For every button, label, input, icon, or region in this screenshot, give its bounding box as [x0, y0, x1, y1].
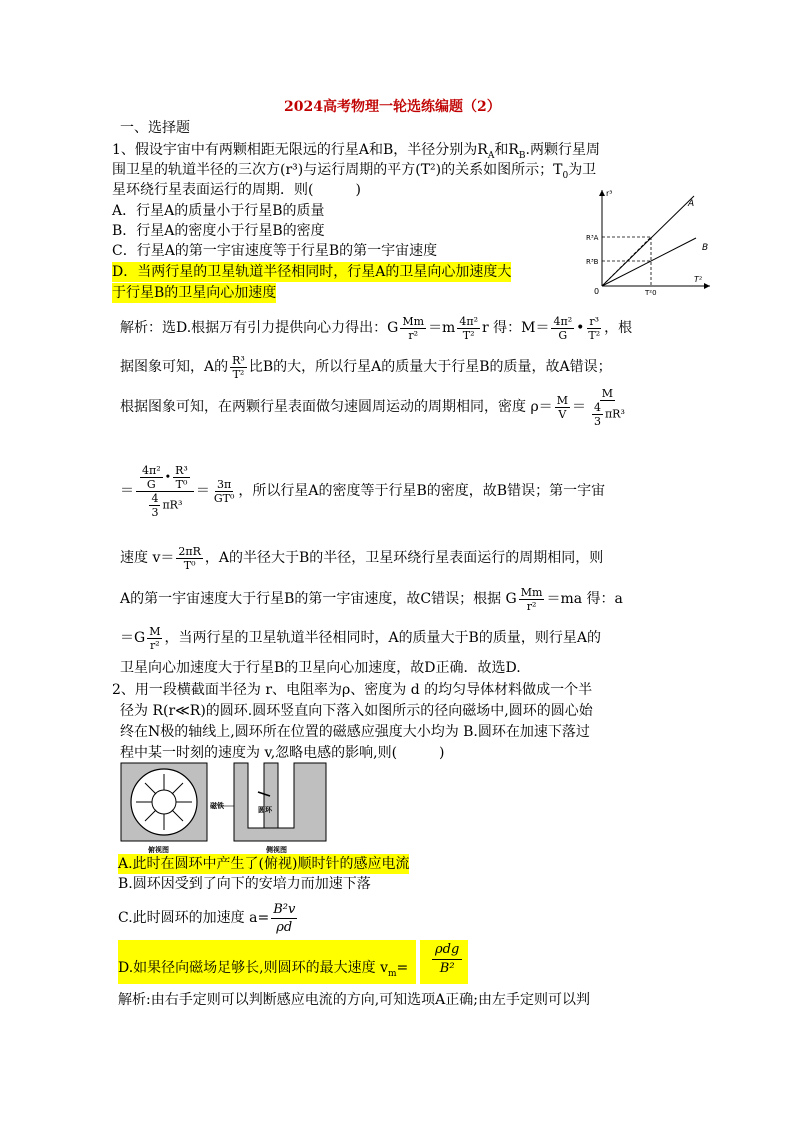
q2-stem-line3: 终在N极的轴线上,圆环所在位置的磁感应强度大小均为 B.圆环在加速下落过: [120, 724, 590, 740]
q2-stem-line2: 径为 R(r≪R)的圆环.圆环竖直向下落入如图所示的径向磁场中,圆环的圆心始: [120, 703, 593, 719]
line-b-label: B: [702, 243, 709, 253]
side-view-caption: 侧视图: [266, 846, 287, 854]
x-axis-label: T²: [694, 275, 703, 284]
q1-stem-line3: 星环绕行星表面运行的周期．则( ): [112, 182, 361, 198]
y-axis-label: r³: [606, 189, 613, 198]
q1-option-d-line1: D．当两行星的卫星轨道半径相同时，行星A的卫星向心加速度大: [112, 264, 512, 280]
q2-option-c: C.此时圆环的加速度 a= $\frac{\text{B²v}}{\rho d}$: [118, 901, 296, 935]
q1-r3-t2-graph: [584, 186, 714, 296]
ring-label: 圆环: [258, 806, 272, 814]
q1-solution-line5: 速度 v＝ $\frac{2\pi R}{\text{T⁰}}$ ，A的半径大于B的半径，卫星环绕行星表面运行的周期相同，则: [120, 544, 604, 572]
q2-option-d: D.如果径向磁场足够长,则圆环的最大速度 $v_m=$: [118, 960, 409, 979]
line-a-label: A: [688, 199, 695, 209]
q1-solution-line7: ＝G $\frac{M}{\text{r²}}$ ，当两行星的卫星轨道半径相同时，A的质量大于B的质量，则行星A的: [120, 624, 601, 652]
q1-stem-line2: 围卫星的轨道半径的三次方(r³)与运行周期的平方(T²)的关系如图所示；$T_0$为卫: [112, 162, 597, 181]
q2-option-d-fraction: ρdg B²: [432, 940, 462, 978]
ra-tick-label: R³A: [586, 234, 599, 242]
q1-option-c: C．行星A的第一宇宙速度等于行星B的第一宇宙速度: [112, 243, 438, 259]
q1-stem-line1: 1、假设宇宙中有两颗相距无限远的行星A和B，半径分别为$R_A$和$R_B$.两颗行星周: [112, 142, 600, 161]
q1-solution-line6: A的第一宇宙速度大于行星B的第一宇宙速度，故C错误；根据 G $\frac{Mm}{\text{r²}}$ ＝ma 得：a: [120, 585, 623, 613]
origin-label: 0: [594, 287, 600, 296]
q1-solution-line4: ＝ $\frac{\text{4π²}}{G}$ • $\frac{\text{R³}}{\text{T⁰}}$ $\frac{4}{3}$ πR³ ＝ $\frac{3\pi}{\text{GT⁰}}$ ，所以行星A的密度等于行星B的密度，故B错误；第一宇宙: [120, 463, 606, 519]
section-heading: 一、选择题: [120, 120, 190, 136]
page-title: 2024高考物理一轮选练编题（2）: [284, 99, 501, 115]
top-view-caption: 俯视图: [148, 846, 169, 854]
magnet-label: 磁铁: [210, 802, 224, 810]
q1-option-d-line2: 于行星B的卫星向心加速度: [112, 285, 277, 301]
line-b: [602, 238, 696, 286]
q2-option-b: B.圆环因受到了向下的安培力而加速下落: [118, 876, 371, 892]
q2-stem-line4: 程中某一时刻的速度为 v,忽略电感的影响,则( ): [120, 745, 445, 761]
q1-solution-line2: 据图象可知，A的 $\frac{\text{R³}}{\text{T²}}$ 比B的大，所以行星A的质量大于行星B的质量，故A错误；: [120, 353, 612, 381]
q2-stem-line1: 2、用一段横截面半径为 r、电阻率为ρ、密度为 d 的均匀导体材料做成一个半: [112, 682, 593, 698]
q2-option-a: A.此时在圆环中产生了(俯视)顺时针的感应电流: [118, 856, 410, 872]
q1-solution-line3: 根据图象可知，在两颗行星表面做匀速圆周运动的周期相同，密度 ρ＝ $\frac{M}{V}$ ＝ M $\frac{4}{3}$ πR³: [120, 386, 625, 428]
q2-magnet-figure: [120, 762, 332, 858]
line-a: [602, 196, 694, 286]
q1-option-b: B．行星A的密度小于行星B的密度: [112, 223, 325, 239]
q2-solution-line1: 解析:由右手定则可以判断感应电流的方向,可知选项A正确;由左手定则可以判: [118, 992, 590, 1008]
t0-tick-label: T²0: [645, 289, 657, 296]
q1-option-a: A．行星A的质量小于行星B的质量: [112, 203, 325, 219]
rb-tick-label: R³B: [586, 258, 599, 266]
q1-solution-line1: 解析：选D.根据万有引力提供向心力得出：G $\frac{Mm}{\text{r²}}$ ＝m $\frac{\text{4π²}}{\text{T²}}$ r 得：M＝ $\frac{\text{4π²}}{G}$ • $\frac{\text{r³}}{\text{T²}}$ ，根: [120, 314, 633, 342]
q1-solution-line8: 卫星向心加速度大于行星B的卫星向心加速度，故D正确．故选D.: [120, 660, 521, 676]
